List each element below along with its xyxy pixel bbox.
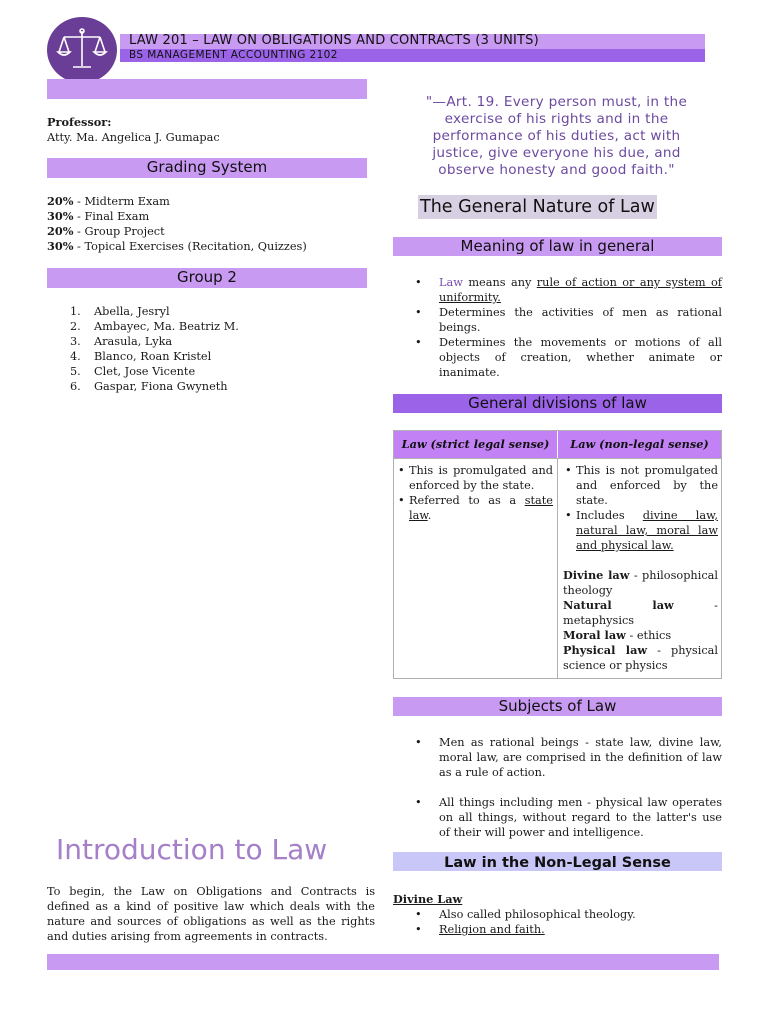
- professor-block: [47, 115, 367, 145]
- list-item: • This is not promulgated and enforced by the state.: [563, 463, 718, 508]
- group-heading-text: Group 2: [177, 268, 237, 286]
- grading-item: 30% - Topical Exercises (Recitation, Quizzes): [47, 239, 307, 253]
- list-item: 6. Gaspar, Fiona Gwyneth: [70, 380, 228, 393]
- subjects-list: [393, 735, 722, 840]
- left-top-bar: [47, 79, 367, 99]
- grading-heading-text: Grading System: [146, 158, 268, 176]
- definition-item: Divine law - philosophical theology: [563, 568, 718, 597]
- grading-heading: [47, 158, 367, 178]
- list-item: • This is promulgated and enforced by the state.: [396, 463, 553, 493]
- meaning-heading: Meaning of law in general: [393, 237, 722, 256]
- list-item: • Religion and faith.: [393, 922, 722, 937]
- group-members-list: [70, 304, 350, 394]
- list-item: 1. Abella, Jesryl: [70, 305, 170, 318]
- professor-name: Atty. Ma. Angelica J. Gumapac: [47, 131, 220, 144]
- general-nature-title: The General Nature of Law: [420, 197, 655, 217]
- list-item: 2. Ambayec, Ma. Beatriz M.: [70, 320, 239, 333]
- subjects-heading: Subjects of Law: [393, 697, 722, 716]
- list-item: • All things including men - physical law operates on all things, without regard to the latter's use of their will power and intelligence.: [393, 795, 722, 840]
- definition-item: Moral law - ethics: [563, 628, 672, 642]
- intro-paragraph: To begin, the Law on Obligations and Contracts is defined as a kind of positive law which deals with the nature and sources of obligations as well as the rights and duties arising from agreements in contracts.: [47, 885, 375, 943]
- law-definitions: [563, 568, 718, 673]
- definition-item: Physical law - physical science or physics: [563, 643, 718, 672]
- footer-bar: [47, 954, 719, 970]
- list-item: • Includes divine law, natural law, moral law and physical law.: [563, 508, 718, 553]
- course-subtitle: BS MANAGEMENT ACCOUNTING 2102: [129, 49, 338, 61]
- article-19-quote: "—Art. 19. Every person must, in the exercise of his rights and in the performance of his duties, act with justice, give everyone his due, and observe honesty and good faith.": [425, 94, 688, 178]
- intro-title: Introduction to Law: [56, 833, 328, 866]
- list-item: 4. Blanco, Roan Kristel: [70, 350, 212, 363]
- definition-item: Natural law - metaphysics: [563, 598, 718, 627]
- divine-law-title: Divine Law: [393, 892, 463, 906]
- divisions-table: [393, 430, 722, 679]
- list-item: • Determines the movements or motions of all objects of creation, whether animate or inanimate.: [393, 335, 722, 380]
- grading-item: 30% - Final Exam: [47, 209, 150, 223]
- list-item: • Determines the activities of men as rational beings.: [393, 305, 722, 335]
- professor-label: Professor:: [47, 115, 112, 129]
- meaning-list: [393, 275, 722, 380]
- grading-item: 20% - Midterm Exam: [47, 194, 170, 208]
- non-legal-sense-cell: [563, 463, 718, 553]
- list-item: • Also called philosophical theology.: [393, 907, 722, 922]
- course-logo: [47, 17, 117, 83]
- table-header-strict: Law (strict legal sense): [394, 431, 558, 458]
- group-heading: [47, 268, 367, 288]
- scales-of-justice-icon: [56, 26, 108, 74]
- nonlegal-heading: Law in the Non-Legal Sense: [393, 852, 722, 871]
- strict-sense-cell: [396, 463, 553, 523]
- grading-list: [47, 194, 367, 254]
- list-item: 5. Clet, Jose Vicente: [70, 365, 196, 378]
- list-item: • Men as rational beings - state law, divine law, moral law, are comprised in the definition of law as a rule of action.: [393, 735, 722, 780]
- list-item: 3. Arasula, Lyka: [70, 335, 173, 348]
- list-item: • Referred to as a state law.: [396, 493, 553, 523]
- course-title: LAW 201 – LAW ON OBLIGATIONS AND CONTRACTS (3 UNITS): [129, 33, 539, 48]
- list-item: • Law means any rule of action or any system of uniformity.: [393, 275, 722, 305]
- grading-item: 20% - Group Project: [47, 224, 165, 238]
- divine-law-list: [393, 907, 722, 937]
- table-header-non-legal: Law (non-legal sense): [558, 431, 721, 458]
- divisions-heading: General divisions of law: [393, 394, 722, 413]
